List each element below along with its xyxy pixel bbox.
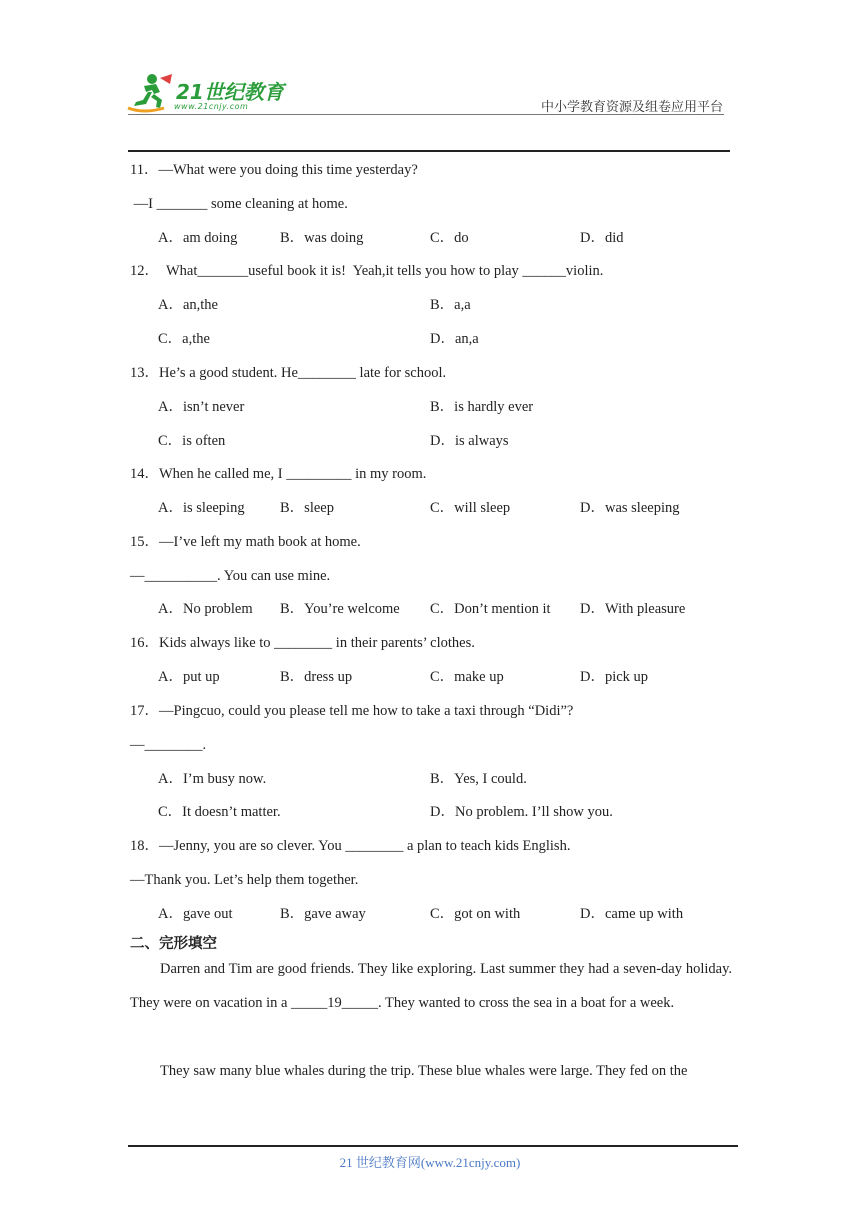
- question-16-stem: 16．Kids always like to ________ in their parents’ clothes.: [130, 635, 475, 651]
- logo: [124, 70, 294, 118]
- q17-option-b[interactable]: B．Yes, I could.: [430, 771, 527, 787]
- question-15-stem: 15．—I’ve left my math book at home.: [130, 534, 361, 550]
- q14-option-c[interactable]: C．will sleep: [430, 500, 511, 516]
- content-top-rule: [128, 150, 730, 152]
- q13-option-d[interactable]: D．is always: [430, 433, 509, 449]
- q12-option-c[interactable]: C．a,the: [158, 331, 210, 347]
- cloze-p1-text-a: Darren and Tim are good friends. They like exploring. Last summer they had a seven-day holiday. They were on vacation in a: [130, 961, 732, 1011]
- q16-option-d[interactable]: D．pick up: [580, 669, 649, 685]
- q18-option-d[interactable]: D．came up with: [580, 906, 684, 922]
- q11-option-c[interactable]: C．do: [430, 230, 469, 246]
- cloze-paragraph-2: They saw many blue whales during the trip. These blue whales were large. They fed on the: [160, 1063, 688, 1079]
- q11-option-b[interactable]: B．was doing: [280, 230, 364, 246]
- q11-option-d[interactable]: D．did: [580, 230, 624, 246]
- q15-option-c[interactable]: C．Don’t mention it: [430, 601, 551, 617]
- logo-text: 21世纪教育: [176, 80, 284, 104]
- q18-option-b[interactable]: B．gave away: [280, 906, 366, 922]
- cloze-p1-text-b: . They wanted to cross the sea in a boat for a week.: [378, 995, 675, 1011]
- question-18-stem-2: —Thank you. Let’s help them together.: [130, 872, 359, 888]
- question-11-stem-2: —I _______ some cleaning at home.: [130, 196, 348, 212]
- q13-option-c[interactable]: C．is often: [158, 433, 226, 449]
- cloze-paragraph-1: [130, 952, 732, 1020]
- question-17-stem: 17．—Pingcuo, could you please tell me how to take a taxi through “Didi”?: [130, 703, 574, 719]
- question-11-stem: 11．—What were you doing this time yesterday?: [130, 162, 418, 178]
- question-18-stem: 18．—Jenny, you are so clever. You ________ a plan to teach kids English.: [130, 838, 571, 854]
- q12-option-a[interactable]: A．an,the: [158, 297, 218, 313]
- section-2-title: 二、完形填空: [130, 936, 217, 952]
- q11-option-a[interactable]: A．am doing: [158, 230, 238, 246]
- q18-option-c[interactable]: C．got on with: [430, 906, 521, 922]
- q17-option-d[interactable]: D．No problem. I’ll show you.: [430, 804, 613, 820]
- q16-option-c[interactable]: C．make up: [430, 669, 504, 685]
- q15-option-b[interactable]: B．You’re welcome: [280, 601, 400, 617]
- q15-option-a[interactable]: A．No problem: [158, 601, 253, 617]
- q17-option-a[interactable]: A．I’m busy now.: [158, 771, 267, 787]
- q17-option-c[interactable]: C．It doesn’t matter.: [158, 804, 281, 820]
- question-17-stem-2: —________.: [130, 737, 207, 753]
- question-15-stem-2: —__________. You can use mine.: [130, 568, 331, 584]
- q12-option-d[interactable]: D．an,a: [430, 331, 479, 347]
- footer-rule: [128, 1145, 738, 1147]
- footer-text[interactable]: 21 世纪教育网(www.21cnjy.com): [339, 1155, 521, 1170]
- cloze-blank-19[interactable]: _____19_____: [291, 995, 379, 1011]
- q14-option-b[interactable]: B．sleep: [280, 500, 334, 516]
- q14-option-d[interactable]: D．was sleeping: [580, 500, 680, 516]
- logo-url: www.21cnjy.com: [174, 102, 249, 111]
- q12-option-b[interactable]: B．a,a: [430, 297, 471, 313]
- question-13-stem: 13．He’s a good student. He________ late for school.: [130, 365, 447, 381]
- header-rule: [128, 114, 724, 115]
- q16-option-b[interactable]: B．dress up: [280, 669, 353, 685]
- header-platform-text: 中小学教育资源及组卷应用平台: [540, 99, 723, 114]
- question-12-stem: 12． What_______useful book it is! Yeah,it tells you how to play ______violin.: [130, 263, 604, 279]
- q13-option-a[interactable]: A．isn’t never: [158, 399, 245, 415]
- q15-option-d[interactable]: D．With pleasure: [580, 601, 686, 617]
- q18-option-a[interactable]: A．gave out: [158, 906, 233, 922]
- q16-option-a[interactable]: A．put up: [158, 669, 220, 685]
- question-14-stem: 14．When he called me, I _________ in my room.: [130, 466, 427, 482]
- q14-option-a[interactable]: A．is sleeping: [158, 500, 245, 516]
- q13-option-b[interactable]: B．is hardly ever: [430, 399, 534, 415]
